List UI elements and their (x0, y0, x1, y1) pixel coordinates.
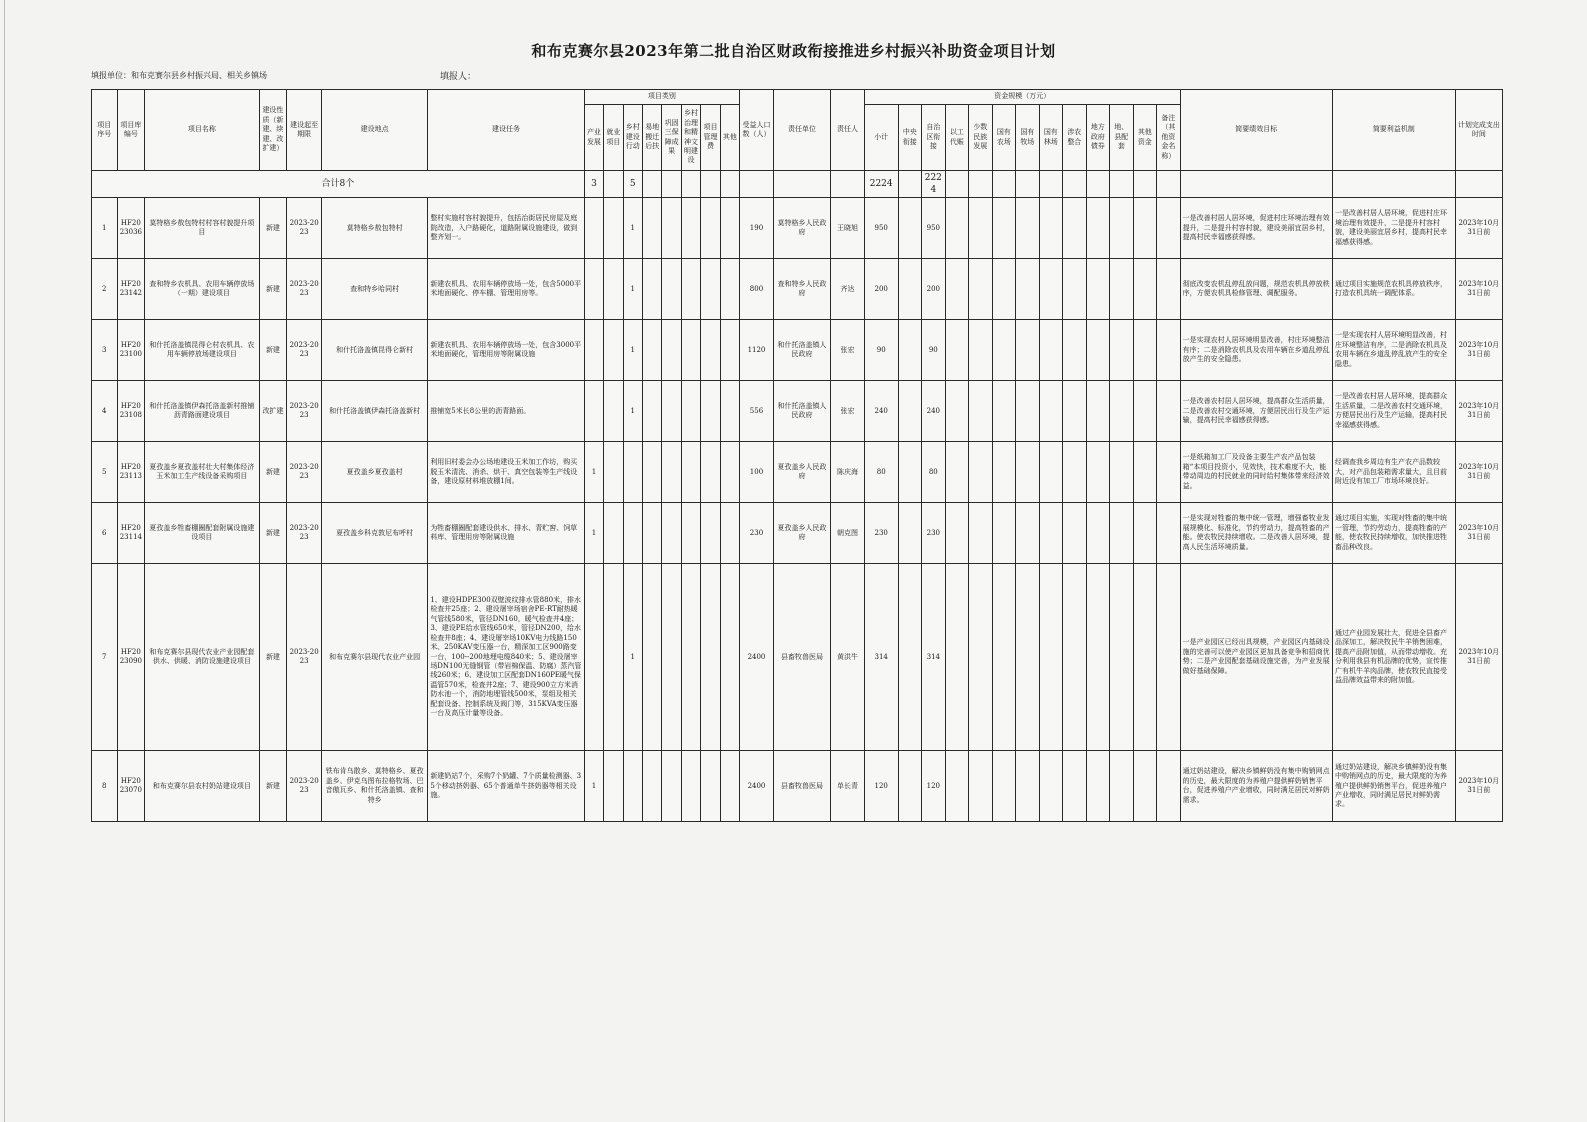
hdr-f-state-pasture: 国有牧场 (1016, 105, 1040, 171)
cell-cat-rural-build: 1 (623, 198, 642, 259)
cell-resp-person: 黄洪牛 (831, 564, 865, 751)
cell-beneficiaries: 190 (740, 198, 774, 259)
filler-label: 填报人： (440, 72, 477, 82)
cell-cat-industry (584, 381, 603, 442)
cell-resp-person: 王晓旭 (831, 198, 865, 259)
cell-cat-industry (584, 259, 603, 320)
cell-nature: 新建 (259, 259, 287, 320)
cell-perf-goal: 一是实现对牲畜的集中统一管理，增强畜牧业发展规模化、标准化，节约劳动力，提高牲畜的产能。使农牧民持续增收。二是改善人居环境，提高人民生活环境质量。 (1180, 503, 1332, 564)
cell-benefit: 一是实现农村人居环境明显改善，村庄环境整洁有序，二是消除农机具及农用车辆在乡道乱停乱放产生的安全隐患。 (1332, 320, 1455, 381)
scan-edge-line (4, 0, 5, 1122)
cell-resp-unit: 夏孜盖乡人民政府 (773, 442, 830, 503)
cell-benefit: 通过产业园发展壮大，促进全县畜产品深加工，解决牧民牛羊销售困难，提高产品附加值，从而带动增收。充分利用我县有机品牌的优势，宣传推广有机牛羊肉品牌，使农牧民直接受益品牌效益带来的附加值。 (1332, 564, 1455, 751)
cell-perf-goal: 一是实现农村人居环境明显改善，村庄环境整洁有序；二是消除农机具及农用车辆在乡道乱停乱放产生的安全隐患。 (1180, 320, 1332, 381)
cell-subtotal: 120 (864, 751, 898, 822)
cell-period: 2023-2023 (287, 259, 322, 320)
cell-seq: 5 (92, 442, 118, 503)
cell-period: 2023-2023 (287, 442, 322, 503)
cell-subtotal: 230 (864, 503, 898, 564)
cell-deadline: 2023年10月31日前 (1455, 751, 1502, 822)
cell-subtotal: 950 (864, 198, 898, 259)
hdr-beneficiaries: 受益人口数（人） (740, 90, 774, 171)
cell-name: 莫特格乡敖包特村村容村貌提升项目 (145, 198, 260, 259)
cell-beneficiaries: 1120 (740, 320, 774, 381)
cell-beneficiaries: 2400 (740, 751, 774, 822)
cell-period: 2023-2023 (287, 564, 322, 751)
hdr-nature: 建设性质（新建、续建、改扩建） (259, 90, 287, 171)
hdr-benefit: 简要利益机制 (1332, 90, 1455, 171)
cell-nature: 新建 (259, 751, 287, 822)
hdr-cat-mgmt-fee: 项目管理费 (701, 105, 720, 171)
total-subtotal: 2224 (864, 171, 898, 198)
cell-task: 新建奶站7个，采购7个奶罐、7个质量检测器、35个移动挤奶器、65个普通单牛挤奶器等相关设施。 (428, 751, 584, 822)
cell-name: 夏孜盖乡牲畜棚圈配套附属设施建设项目 (145, 503, 260, 564)
cell-beneficiaries: 100 (740, 442, 774, 503)
cell-benefit: 经调查我乡周边有生产农产品数较大，对产品包装箱需求量大，且目前附近没有加工厂市场环境良好。 (1332, 442, 1455, 503)
cell-beneficiaries: 2400 (740, 564, 774, 751)
cell-region: 200 (922, 259, 946, 320)
cell-resp-unit: 县畜牧兽医局 (773, 564, 830, 751)
hdr-f-state-farm: 国有农场 (992, 105, 1016, 171)
cell-resp-unit: 夏孜盖乡人民政府 (773, 503, 830, 564)
cell-name: 和布克赛尔县现代农业产业园配套供水、供暖、消防设施建设项目 (145, 564, 260, 751)
cell-subtotal: 314 (864, 564, 898, 751)
cell-cat-industry: 1 (584, 503, 603, 564)
cell-resp-unit: 和什托洛盖镇人民政府 (773, 381, 830, 442)
cell-cat-rural-build: 1 (623, 564, 642, 751)
cell-deadline: 2023年10月31日前 (1455, 259, 1502, 320)
hdr-perf-goal: 简要绩效目标 (1180, 90, 1332, 171)
cell-region: 314 (922, 564, 946, 751)
cell-seq: 7 (92, 564, 118, 751)
cell-region: 80 (922, 442, 946, 503)
cell-nature: 新建 (259, 442, 287, 503)
cell-benefit: 一是改善村居人居环境，促进村庄环境治理有效提升，二是提升村容村貌，建设美丽宜居乡村，提高村民幸福感获得感。 (1332, 198, 1455, 259)
cell-seq: 3 (92, 320, 118, 381)
cell-task: 利用旧村委会办公场地建设玉米加工作坊，购买脱玉米清洗、消杀、烘干、真空包装等生产线设备，建设原材料堆放棚1间。 (428, 442, 584, 503)
cell-name: 和布克赛尔县农村奶站建设项目 (145, 751, 260, 822)
cell-beneficiaries: 230 (740, 503, 774, 564)
hdr-cat-employment: 就业项目 (604, 105, 623, 171)
cell-cat-rural-build: 1 (623, 320, 642, 381)
cell-subtotal: 200 (864, 259, 898, 320)
hdr-cat-other: 其他 (720, 105, 739, 171)
cell-name: 和什托洛盖镇昆得仑村农机具、农用车辆停放场建设项目 (145, 320, 260, 381)
cell-nature: 新建 (259, 320, 287, 381)
cell-benefit: 通过奶站建设，解决乡镇鲜奶没有集中购销网点的历史，最大限度的为养殖户提供鲜奶销售平台，促进养殖户产业增收，同时满足居民对鲜奶需求。 (1332, 751, 1455, 822)
hdr-cat-consolidate: 巩固三保障成果 (662, 105, 681, 171)
hdr-f-agri-integ: 涉农整合 (1063, 105, 1087, 171)
hdr-period: 建设起至期限 (287, 90, 322, 171)
cell-resp-person: 陈庆海 (831, 442, 865, 503)
cell-resp-unit: 莫特格乡人民政府 (773, 198, 830, 259)
hdr-fund-group: 资金规模（万元） (864, 90, 1180, 105)
hdr-f-region: 自治区衔接 (922, 105, 946, 171)
cell-period: 2023-2023 (287, 503, 322, 564)
project-plan-table (91, 89, 1503, 822)
hdr-f-note: 备注（其他资金名称） (1157, 105, 1181, 171)
cell-location: 莫特格乡敖包特村 (321, 198, 427, 259)
cell-seq: 6 (92, 503, 118, 564)
cell-lib-no: HF2023070 (117, 751, 145, 822)
fill-unit: 填报单位：和布克赛尔县乡村振兴局、相关乡镇场 (91, 71, 267, 80)
table-row (92, 381, 1503, 442)
cell-name: 和什托洛盖镇伊森托洛盖新村推铺沥青路面建设项目 (145, 381, 260, 442)
cell-location: 夏孜盖乡科克敦尼布呼村 (321, 503, 427, 564)
cell-lib-no: HF2023090 (117, 564, 145, 751)
cell-subtotal: 240 (864, 381, 898, 442)
hdr-f-minority: 少数民族发展 (969, 105, 993, 171)
cell-resp-person: 齐达 (831, 259, 865, 320)
hdr-f-local-bond: 地方政府债券 (1086, 105, 1110, 171)
total-region: 2224 (922, 171, 946, 198)
cell-task: 1、建设HDPE300双壁波纹排水管880米，排水检查井25座；2、建设屠宰场宿舍PE-RT耐热暖气管线580米，管径DN160，暖气检查井4座；3、建设PE给水管线650米，管径DN200，给水检查井8座；4、建设屠宰场10KV电力线路150米、250KAV变压器一台，精深加工区900路变一台，100--200地埋电缆840米；5、建设屠宰场DN100无缝钢管（带岩棉保温、防腐）蒸汽管线260米；6、建设加工区配套DN160PE暖气保温管570米，检查井2座；7、建设900立方米消防水池一个，消防地埋管线500米，泵组及相关配套设备、控制系统及阀门等，315KVA变压器一台及高压计量等设备。 (428, 564, 584, 751)
cell-cat-rural-build (623, 503, 642, 564)
table-row (92, 259, 1503, 320)
cell-benefit: 一是改善农村居人居环境，提高群众生活质量，二是改善农村交通环境，方便居民出行及生产运输，提高村民幸福感获得感。 (1332, 381, 1455, 442)
cell-deadline: 2023年10月31日前 (1455, 442, 1502, 503)
hdr-name: 项目名称 (145, 90, 260, 171)
total-cat-industry: 3 (584, 171, 603, 198)
hdr-resp-person: 责任人 (831, 90, 865, 171)
cell-region: 240 (922, 381, 946, 442)
cell-lib-no: HF2023142 (117, 259, 145, 320)
cell-period: 2023-2023 (287, 381, 322, 442)
hdr-category-group: 项目类别 (584, 90, 739, 105)
cell-region: 230 (922, 503, 946, 564)
cell-period: 2023-2023 (287, 751, 322, 822)
cell-lib-no: HF2023113 (117, 442, 145, 503)
hdr-f-county-match: 地、县配套 (1110, 105, 1134, 171)
cell-cat-industry (584, 564, 603, 751)
cell-cat-rural-build: 1 (623, 259, 642, 320)
total-row (92, 171, 1503, 198)
hdr-cat-governance: 乡村治理和精神文明建设 (681, 105, 700, 171)
hdr-task: 建设任务 (428, 90, 584, 171)
cell-beneficiaries: 556 (740, 381, 774, 442)
cell-benefit: 通过项目实施规范农机具停放秩序，打造农机具统一调配体系。 (1332, 259, 1455, 320)
cell-cat-rural-build (623, 751, 642, 822)
cell-region: 120 (922, 751, 946, 822)
cell-lib-no: HF2023114 (117, 503, 145, 564)
cell-region: 90 (922, 320, 946, 381)
cell-deadline: 2023年10月31日前 (1455, 198, 1502, 259)
cell-lib-no: HF2023108 (117, 381, 145, 442)
cell-deadline: 2023年10月31日前 (1455, 503, 1502, 564)
cell-resp-person: 张宏 (831, 381, 865, 442)
cell-resp-unit: 县畜牧兽医局 (773, 751, 830, 822)
hdr-f-subtotal: 小计 (864, 105, 898, 171)
cell-perf-goal: 通过奶站建设，解决乡镇鲜奶没有集中购销网点的历史，最大限度的为养殖户提供鲜奶销售平台，促进养殖户产业增收，同时满足居民对鲜奶需求。 (1180, 751, 1332, 822)
cell-perf-goal: 彻底改变农机乱停乱放问题，规范农机具停放秩序，方便农机具检修管理、调配服务。 (1180, 259, 1332, 320)
cell-location: 查和特乡哈同村 (321, 259, 427, 320)
hdr-f-state-forest: 国有林场 (1039, 105, 1063, 171)
total-cat-rural-build: 5 (623, 171, 642, 198)
cell-nature: 新建 (259, 198, 287, 259)
table-row (92, 564, 1503, 751)
table-row (92, 442, 1503, 503)
cell-resp-person: 张宏 (831, 320, 865, 381)
cell-location: 铁布肯乌散乡、莫特格乡、夏孜盖乡、伊克乌图布拉格牧场、巴音傲瓦乡、和什托洛盖镇、查和特乡 (321, 751, 427, 822)
hdr-lib-no: 项目库编号 (117, 90, 145, 171)
hdr-cat-industry: 产业发展 (584, 105, 603, 171)
table-row (92, 320, 1503, 381)
cell-resp-unit: 和什托洛盖镇人民政府 (773, 320, 830, 381)
cell-cat-industry: 1 (584, 751, 603, 822)
hdr-f-workrelief: 以工代赈 (945, 105, 969, 171)
hdr-seq: 项目序号 (92, 90, 118, 171)
cell-nature: 改扩建 (259, 381, 287, 442)
table-row (92, 503, 1503, 564)
cell-task: 新建农机具、农用车辆停放场一处，包含5000平米地面硬化、停车棚、管理用房等。 (428, 259, 584, 320)
cell-seq: 8 (92, 751, 118, 822)
cell-location: 和什托洛盖镇昆得仑新村 (321, 320, 427, 381)
cell-perf-goal: 一是产业园区已经出具规模，产业园区内基础设施的完善可以使产业园区更加具备竞争和招商优势；二是产业园配套基础设施完善，为产业发展做好基础保障。 (1180, 564, 1332, 751)
hdr-location: 建设地点 (321, 90, 427, 171)
total-label: 合计8个 (92, 171, 585, 198)
cell-deadline: 2023年10月31日前 (1455, 381, 1502, 442)
cell-cat-rural-build: 1 (623, 381, 642, 442)
cell-benefit: 通过项目实施，实现对牲畜的集中统一管理，节约劳动力，提高牲畜的产能，使农牧民持续增收，加快推进牲畜品种改良。 (1332, 503, 1455, 564)
cell-location: 和布克赛尔县现代农业产业园 (321, 564, 427, 751)
cell-lib-no: HF2023036 (117, 198, 145, 259)
cell-resp-unit: 查和特乡人民政府 (773, 259, 830, 320)
cell-period: 2023-2023 (287, 198, 322, 259)
cell-resp-person: 朝克图 (831, 503, 865, 564)
cell-lib-no: HF2023100 (117, 320, 145, 381)
hdr-deadline: 计划完成支出时间 (1455, 90, 1502, 171)
hdr-f-other-fund: 其他资金 (1133, 105, 1157, 171)
cell-name: 夏孜盖乡夏孜盖村壮大村集体经济玉米加工生产线设备采购项目 (145, 442, 260, 503)
cell-name: 查和特乡农机具、农用车辆停放场（一期）建设项目 (145, 259, 260, 320)
cell-task: 为牲畜棚圈配套建设供水、排水、青贮窖、饲草料库、管理用房等附属设施 (428, 503, 584, 564)
cell-nature: 新建 (259, 564, 287, 751)
page-title: 和布克赛尔县2023年第二批自治区财政衔接推进乡村振兴补助资金项目计划 (531, 42, 1056, 60)
cell-seq: 1 (92, 198, 118, 259)
cell-location: 夏孜盖乡夏孜盖村 (321, 442, 427, 503)
cell-perf-goal: 一是改善农村居人居环境，提高群众生活质量，二是改善农村交通环境，方便居民出行及生产运输，提高村民幸福感获得感。 (1180, 381, 1332, 442)
cell-seq: 2 (92, 259, 118, 320)
cell-perf-goal: 一是纸箱加工厂及设备主要生产农产品包装箱“本项目投资小，见效快，技术难度不大，能带动周边的村民就业的同时给村集体带来经济效益。 (1180, 442, 1332, 503)
table-row (92, 198, 1503, 259)
cell-cat-industry (584, 198, 603, 259)
cell-region: 950 (922, 198, 946, 259)
cell-resp-person: 单长青 (831, 751, 865, 822)
cell-location: 和什托洛盖镇伊森托洛盖新村 (321, 381, 427, 442)
cell-beneficiaries: 800 (740, 259, 774, 320)
table-row (92, 751, 1503, 822)
hdr-f-central: 中央衔接 (898, 105, 922, 171)
cell-deadline: 2023年10月31日前 (1455, 564, 1502, 751)
cell-cat-industry: 1 (584, 442, 603, 503)
cell-perf-goal: 一是改善村居人居环境，促进村庄环境治理有效提升，二是提升村容村貌，建设美丽宜居乡村，提高村民幸福感获得感。 (1180, 198, 1332, 259)
cell-cat-rural-build (623, 442, 642, 503)
hdr-cat-relocation: 易地搬迁后扶 (643, 105, 662, 171)
cell-subtotal: 90 (864, 320, 898, 381)
cell-deadline: 2023年10月31日前 (1455, 320, 1502, 381)
hdr-resp-unit: 责任单位 (773, 90, 830, 171)
hdr-cat-rural-build: 乡村建设行动 (623, 105, 642, 171)
cell-subtotal: 80 (864, 442, 898, 503)
cell-task: 新建农机具、农用车辆停放场一处，包含3000平米地面硬化，管理用房等附属设施 (428, 320, 584, 381)
cell-task: 推铺宽5米长8公里的沥青路面。 (428, 381, 584, 442)
cell-seq: 4 (92, 381, 118, 442)
cell-period: 2023-2023 (287, 320, 322, 381)
cell-cat-industry (584, 320, 603, 381)
cell-task: 整村实施村容村貌提升，包括治街居民房屋及庭院改造，入户路硬化，道路附属设施建设，做到整齐划一。 (428, 198, 584, 259)
cell-nature: 新建 (259, 503, 287, 564)
